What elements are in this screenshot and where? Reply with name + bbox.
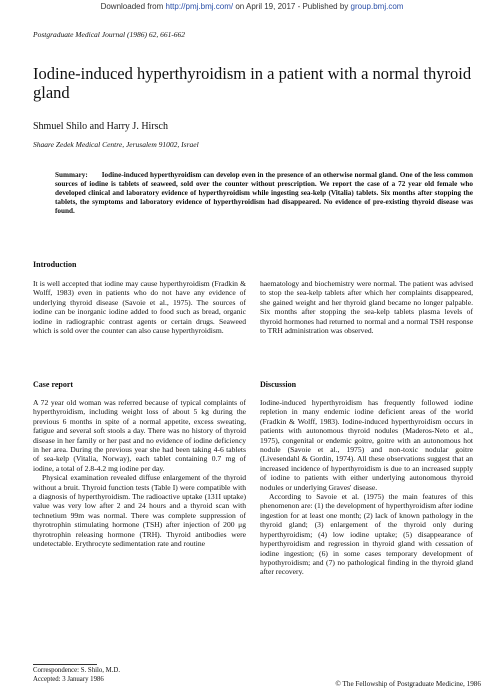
banner-prefix: Downloaded from xyxy=(100,2,164,11)
summary-label: Summary: xyxy=(55,171,88,179)
accepted-note: Accepted: 3 January 1986 xyxy=(33,676,104,683)
continued-paragraph: haematology and biochemistry were normal. The patient was advised to stop the sea-kelp tablets after which her complaints disappeared, she gained weight and her thyroid gland became no longer palpable. Six months after stopping the sea-kelp tablets plasma levels of thyroid hormones had returned to normal and a normal TSH response to TRH administration was observed. xyxy=(260,279,473,336)
discussion-heading: Discussion xyxy=(260,380,297,389)
introduction-heading: Introduction xyxy=(33,260,77,269)
banner-date: on April 19, 2017 - Published by xyxy=(235,2,349,11)
introduction-paragraph: It is well accepted that iodine may cause hyperthyroidism (Fradkin & Wolff, 1983) even in patients who do not have any evidence of underlying thyroid disease (Savoie et al., 1975). The sources of iodine can be inorganic iodine added to food such as bread, organic iodine in radiographic contrast agents or certain drugs. Seaweed which is sold over the counter can also cause hyperthyroidism. xyxy=(33,279,246,336)
discussion-body xyxy=(260,398,473,577)
article-title: Iodine-induced hyperthyroidism in a patient with a normal thyroid gland xyxy=(33,64,472,102)
footnote-divider xyxy=(33,664,97,665)
correspondence-note: Correspondence: S. Shilo, M.D. xyxy=(33,667,121,674)
article-authors: Shmuel Shilo and Harry J. Hirsch xyxy=(33,121,168,132)
case-report-paragraph: A 72 year old woman was referred because of typical complaints of hyperthyroidism, including weight loss of about 5 kg during the previous 6 months in spite of a normal appetite, excess sweating, fatigue and several soft stools a day. There was no history of thyroid disease in her family or her past and no evidence of iodine deficiency in her area. During the previous year she had been taking 4-6 tablets of sea-kelp (Vitalia, Norway), each tablet containing 0.7 mg of iodine, a total of 2.8-4.2 mg iodine per day. xyxy=(33,398,246,473)
author-affiliation: Shaare Zedek Medical Centre, Jerusalem 91002, Israel xyxy=(33,140,199,149)
discussion-paragraph: According to Savoie et al. (1975) the main features of this phenomenon are: (1) the development of hyperthyroidism after iodine ingestion for at least one month; (2) lack of known pathology in the thyroid gland; (3) enlargement of the thyroid only during hyperthyroidism; (4) low iodine uptake; (5) disappearance of hyperthyroidism and regression in thyroid gland with cessation of iodine ingestion; (6) in some cases temporary development of hypothyroidism; and (7) no pathological finding in the thyroid gland after recovery. xyxy=(260,492,473,577)
publisher-link[interactable]: group.bmj.com xyxy=(350,2,404,11)
journal-citation: Postgraduate Medical Journal (1986) 62, 661-662 xyxy=(33,30,186,39)
case-report-paragraph: Physical examination revealed diffuse enlargement of the thyroid without a bruit. Thyroid function tests (Table I) were compatible with a diagnosis of hyperthyroidism. The radioactive uptake (131I uptake) value was very low after 2 and 24 hours and a thyroid scan with technetium 99m was normal. There was complete suppression of thyrotrophin stimulating hormone (TSH) after injection of 200 μg thyrotrophin releasing hormone (TRH). Thyroid antibodies were undetectable. Erythrocyte sedimentation rate and routine xyxy=(33,473,246,549)
continued-body xyxy=(260,279,473,335)
case-report-heading: Case report xyxy=(33,380,74,389)
summary-text: Iodine-induced hyperthyroidism can develop even in the presence of an otherwise normal gland. One of the less common sources of iodine is tablets of seaweed, sold over the counter without prescription. We report the case of a 72 year old female who developed clinical and laboratory evidence of hyperthyroidism while ingesting sea-kelp (Vitalia) tablets. Six months after stopping the tablets, the symptoms and laboratory evidence of hyperthyroidism had disappeared. No evidence of pre-existing thyroid disease was found. xyxy=(55,171,473,215)
summary-block xyxy=(55,171,473,216)
source-link[interactable]: http://pmj.bmj.com/ xyxy=(165,2,234,11)
case-report-body xyxy=(33,398,246,549)
download-banner xyxy=(0,2,504,11)
discussion-paragraph: Iodine-induced hyperthyroidism has frequently followed iodine repletion in many endemic iodine deficient areas of the world (Fradkin & Wolff, 1983). Iodine-induced hyperthyroidism occurs in patients with autonomous thyroid nodules (Maderos-Neto et al., 1975), congenital or endemic goitre, goitre with an autonomous hot nodule (Savoie et al., 1975) and non-toxic nodular goitre (Livesendahl & Gordin, 1974). All these observations suggest that an increased incidence of hyperthyroidism is due to an increased supply of iodine to patients with either underlying autonomous thyroid nodules or underlying Graves' disease. xyxy=(260,398,473,492)
introduction-body xyxy=(33,279,246,335)
copyright-notice: © The Fellowship of Postgraduate Medicine, 1986 xyxy=(335,680,481,688)
